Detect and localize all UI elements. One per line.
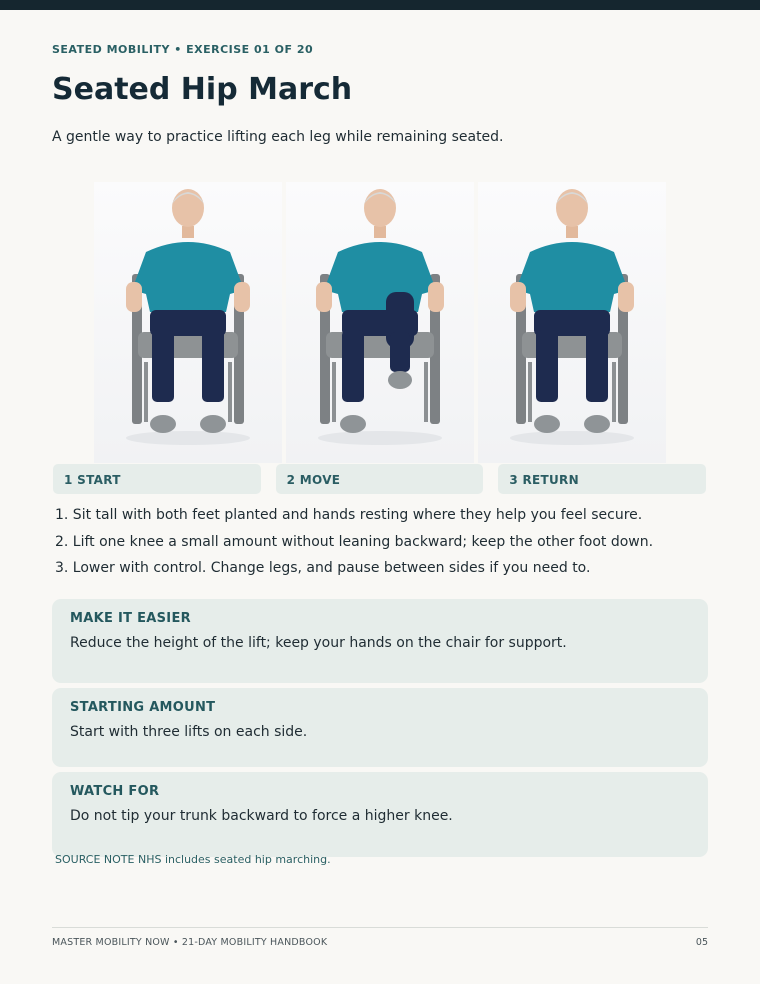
card-body: Do not tip your trunk backward to force a higher knee. bbox=[70, 808, 453, 824]
exercise-photo-strip bbox=[94, 182, 666, 463]
instruction-item: 3. Lower with control. Change legs, and pause between sides if you need to. bbox=[55, 560, 591, 576]
top-accent-bar bbox=[0, 0, 760, 10]
instruction-item: 2. Lift one knee a small amount without leaning backward; keep the other foot down. bbox=[55, 533, 654, 550]
step-label-start: 1 START bbox=[53, 464, 261, 494]
photo-start-position bbox=[94, 182, 282, 463]
card-heading: MAKE IT EASIER bbox=[70, 611, 191, 626]
photo-move-position bbox=[286, 182, 474, 463]
step-label-return: 3 RETURN bbox=[498, 464, 706, 494]
instruction-item: 1. Sit tall with both feet planted and hands resting where they help you feel secure. bbox=[55, 507, 643, 523]
card-heading: WATCH FOR bbox=[70, 784, 160, 799]
footer-book-title: MASTER MOBILITY NOW • 21-DAY MOBILITY HANDBOOK bbox=[52, 937, 328, 948]
page-title: Seated Hip March bbox=[52, 72, 353, 107]
card-body: Start with three lifts on each side. bbox=[70, 724, 308, 740]
card-heading: STARTING AMOUNT bbox=[70, 700, 216, 715]
step-labels bbox=[53, 464, 706, 494]
tip-card-watch-for bbox=[52, 772, 708, 857]
footer-divider bbox=[52, 927, 708, 928]
photo-return-position bbox=[478, 182, 666, 463]
page-subtitle: A gentle way to practice lifting each leg while remaining seated. bbox=[52, 129, 504, 145]
page-number: 05 bbox=[695, 937, 708, 948]
source-note: SOURCE NOTE NHS includes seated hip marching. bbox=[55, 853, 331, 866]
tip-card-starting-amount bbox=[52, 688, 708, 767]
instruction-list bbox=[55, 507, 653, 587]
tip-card-easier bbox=[52, 599, 708, 683]
step-label-move: 2 MOVE bbox=[276, 464, 484, 494]
section-eyebrow: SEATED MOBILITY • EXERCISE 01 OF 20 bbox=[52, 43, 314, 56]
card-body: Reduce the height of the lift; keep your hands on the chair for support. bbox=[70, 635, 567, 651]
